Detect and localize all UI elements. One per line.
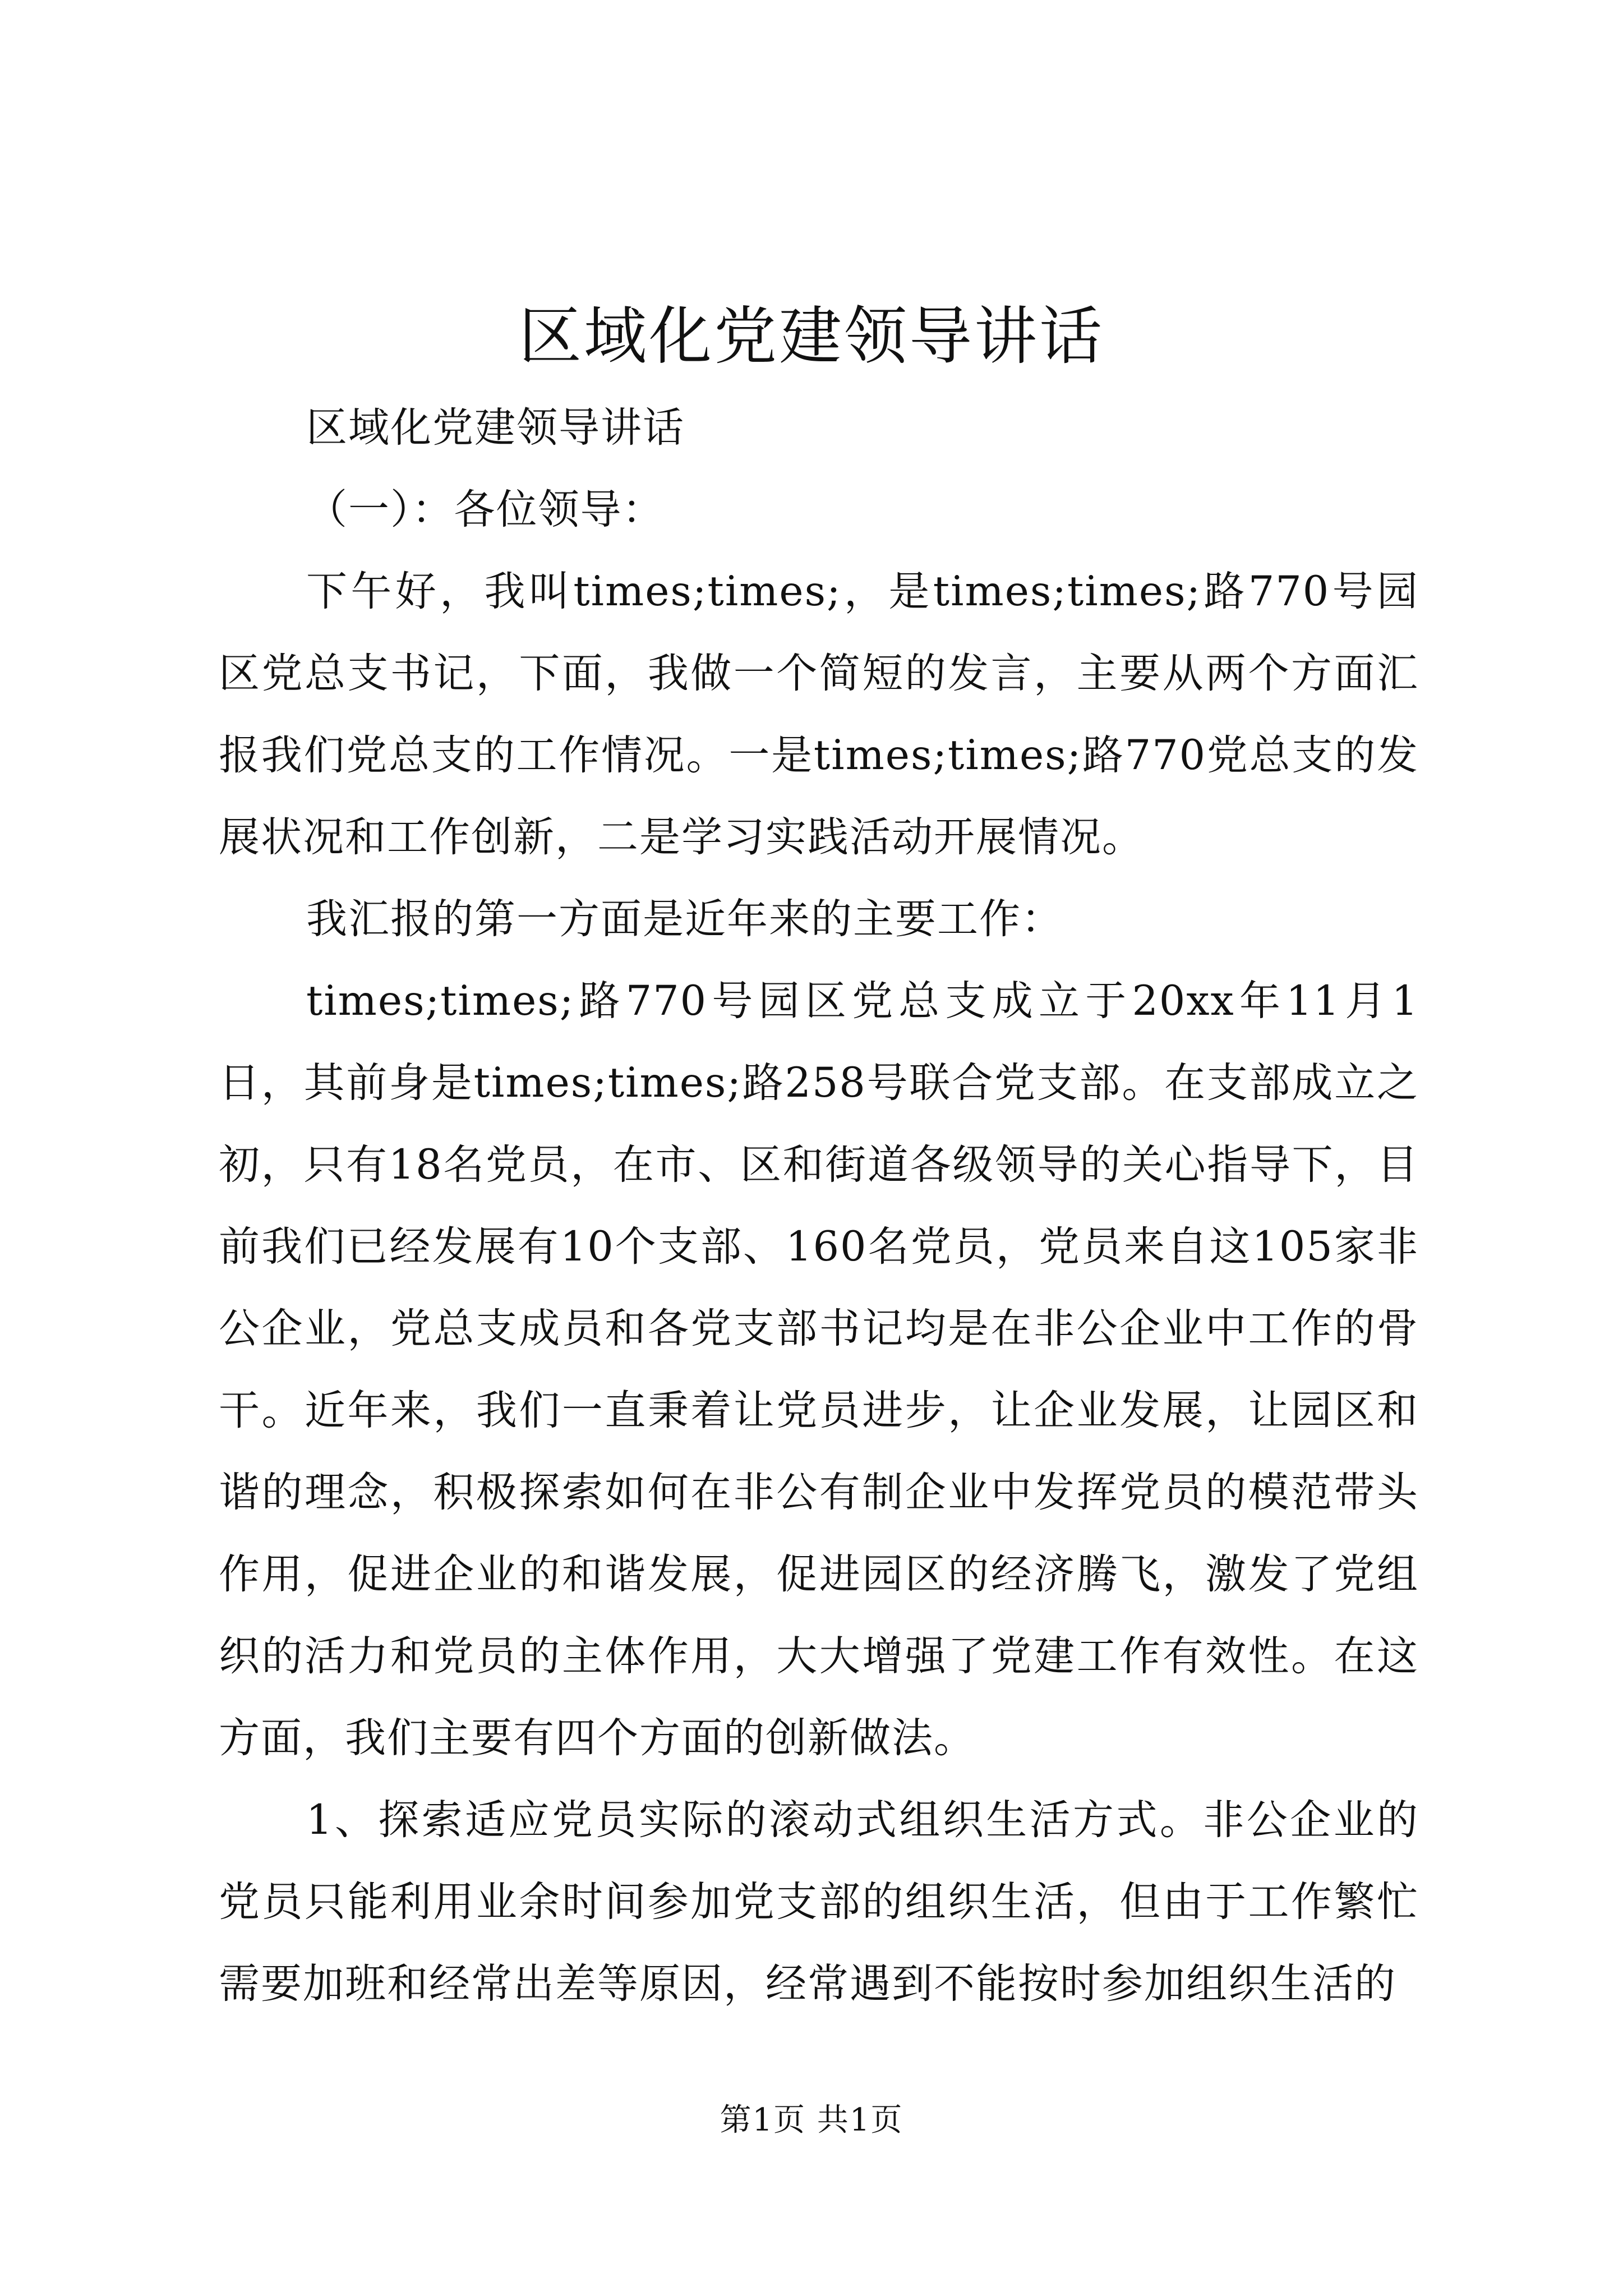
paragraph-salutation: （一）：各位领导： (306, 486, 665, 533)
paragraph-introduction: 下午好，我叫times;times;，是times;times;路770号园区党总支书记，下面，我做一个简短的发言，主要从两个方面汇报我们党总支的工作情况。一是times;times;路770党总支的发展状况和工作创新，二是学习实践活动开展情况。 (219, 568, 1419, 861)
paragraph-section-intro: 我汇报的第一方面是近年来的主要工作： (306, 895, 1063, 943)
paragraph-background: times;times;路770号园区党总支成立于20xx年11月1日，其前身是times;times;路258号联合党支部。在支部成立之初，只有18名党员，在市、区和街道各级领导的关心指导下，目前我们已经发展有10个支部、160名党员，党员来自这105家非公企业，党总支成员和各党支部书记均是在非公企业中工作的骨干。近年来，我们一直秉着让党员进步，让企业发展，让园区和谐的理念，积极探索如何在非公有制企业中发挥党员的模范带头作用，促进企业的和谐发展，促进园区的经济腾飞，激发了党组织的活力和党员的主体作用，大大增强了党建工作有效性。在这方面，我们主要有四个方面的创新做法。 (219, 977, 1419, 1762)
document-body (219, 387, 1419, 2025)
paragraph-heading: 区域化党建领导讲话 (306, 404, 685, 452)
paragraph-item-1: 1、探索适应党员实际的滚动式组织生活方式。非公企业的党员只能利用业余时间参加党支部的组织生活，但由于工作繁忙需要加班和经常出差等原因，经常遇到不能按时参加组织生活的 (219, 1796, 1419, 2008)
document-title: 区域化党建领导讲话 (519, 300, 1104, 373)
page-footer: 第1页 共1页 (720, 2102, 903, 2138)
